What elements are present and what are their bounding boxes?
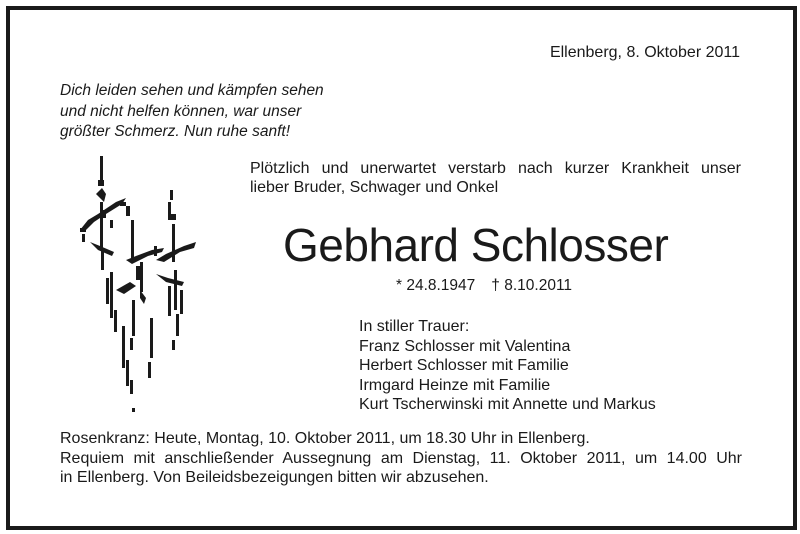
mourners-heading: In stiller Trauer: bbox=[359, 318, 470, 335]
intro-line: Plötzlich und unerwartet verstarb nach kurzer Krankheit unser bbox=[250, 160, 741, 177]
mourner: Franz Schlosser mit Valentina bbox=[359, 337, 571, 355]
mourner: Herbert Schlosser mit Familie bbox=[359, 357, 569, 374]
intro-line: lieber Bruder, Schwager und Onkel bbox=[250, 179, 499, 196]
mourner: Irmgard Heinze mit Familie bbox=[359, 376, 551, 394]
life-dates bbox=[396, 277, 572, 295]
service-info bbox=[60, 429, 742, 488]
birth-date: * 24.8.1947 bbox=[396, 277, 476, 294]
place-date: Ellenberg, 8. Oktober 2011 bbox=[549, 44, 740, 61]
quote bbox=[60, 81, 380, 143]
death-date: † 8.10.2011 bbox=[491, 277, 573, 294]
intro-text bbox=[250, 159, 741, 197]
service-line: in Ellenberg. Von Beileidsbezeigungen bitten wir abzusehen. bbox=[60, 469, 489, 486]
deceased-name: Gebhard Schlosser bbox=[283, 219, 669, 271]
quote-line: und nicht helfen können, war unser bbox=[60, 102, 302, 120]
service-line: Requiem mit anschließender Aussegnung am Dienstag, 11. Oktober 2011, um 14.00 Uhr bbox=[60, 449, 742, 467]
mourner: Kurt Tscherwinski mit Annette und Markus bbox=[359, 396, 656, 413]
service-line: Rosenkranz: Heute, Montag, 10. Oktober 2011, um 18.30 Uhr in Ellenberg. bbox=[60, 430, 590, 447]
crosses-artwork-icon bbox=[70, 150, 220, 420]
quote-line: größter Schmerz. Nun ruhe sanft! bbox=[60, 123, 291, 140]
mourners-list bbox=[359, 317, 656, 415]
quote-line: Dich leiden sehen und kämpfen sehen bbox=[60, 82, 324, 99]
